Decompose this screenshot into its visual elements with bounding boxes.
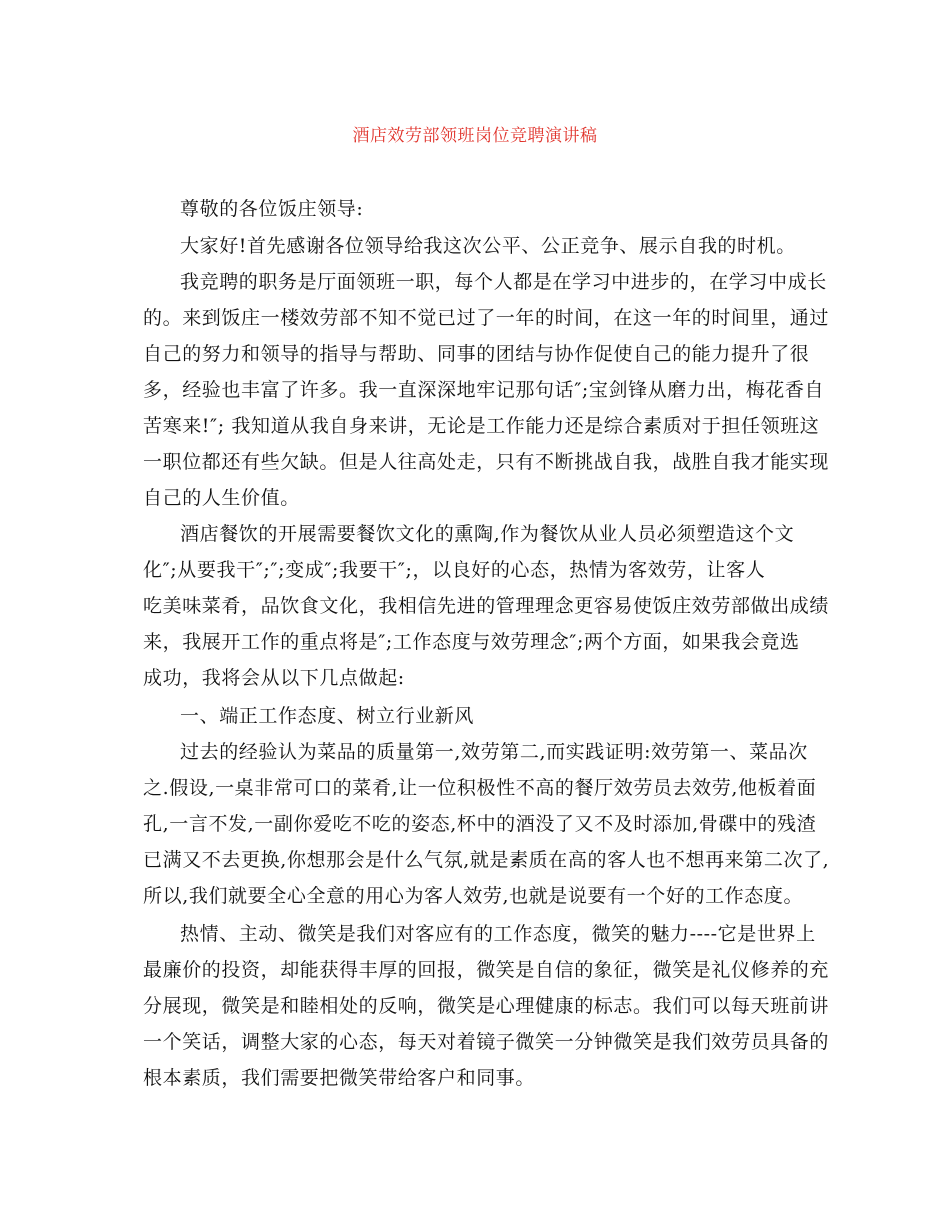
paragraph-line: 一个笑话，调整大家的心态，每天对着镜子微笑一分钟微笑是我们效劳员具备的 bbox=[143, 1031, 830, 1053]
paragraph-line: 我竞聘的职务是厅面领班一职，每个人都是在学习中进步的，在学习中成长 bbox=[180, 271, 827, 293]
paragraph-line: 之.假设,一桌非常可口的菜肴,让一位积极性不高的餐厅效劳员去效劳,他板着面 bbox=[143, 777, 817, 799]
paragraph-line: 成功，我将会从以下几点做起: bbox=[143, 667, 405, 689]
paragraph-line: 多，经验也丰富了许多。我一直深深地牢记那句话″;宝剑锋从磨力出，梅花香自 bbox=[143, 379, 825, 401]
paragraph-line: 来，我展开工作的重点将是″;工作态度与效劳理念″;两个方面，如果我会竟选 bbox=[143, 631, 800, 653]
salutation-line: 尊敬的各位饭庄领导: bbox=[180, 198, 364, 220]
paragraph-line: 孔,一言不发,一副你爱吃不吃的姿态,杯中的酒没了又不及时添加,骨碟中的残渣 bbox=[143, 813, 817, 835]
document-title: 酒店效劳部领班岗位竞聘演讲稿 bbox=[352, 126, 598, 146]
paragraph-line: 最廉价的投资，却能获得丰厚的回报，微笑是自信的象征，微笑是礼仪修养的充 bbox=[143, 959, 830, 981]
paragraph-line: 吃美味菜肴，品饮食文化，我相信先进的管理理念更容易使饭庄效劳部做出成绩 bbox=[143, 595, 830, 617]
greeting-line: 大家好!首先感谢各位领导给我这次公平、公正竞争、展示自我的时机。 bbox=[180, 235, 796, 257]
section-heading: 一、端正工作态度、树立行业新风 bbox=[180, 705, 475, 727]
paragraph-line: 自己的人生价值。 bbox=[143, 487, 300, 509]
paragraph-line: 过去的经验认为菜品的质量第一,效劳第二,而实践证明:效劳第一、菜品次 bbox=[180, 741, 808, 763]
paragraph-line: 一职位都还有些欠缺。但是人往高处走，只有不断挑战自我，战胜自我才能实现 bbox=[143, 451, 830, 473]
paragraph-line: 化″;从要我干″;″;变成″;我要干″;，以良好的心态，热情为客效劳，让客人 bbox=[143, 559, 766, 581]
paragraph-line: 自己的努力和领导的指导与帮助、同事的团结与协作促使自己的能力提升了很 bbox=[143, 343, 810, 365]
paragraph-line: 的。来到饭庄一楼效劳部不知不觉已过了一年的时间，在这一年的时间里，通过 bbox=[143, 307, 830, 329]
paragraph-line: 已满又不去更换,你想那会是什么气氛,就是素质在高的客人也不想再来第二次了, bbox=[143, 849, 830, 871]
paragraph-line: 根本素质，我们需要把微笑带给客户和同事。 bbox=[143, 1067, 536, 1089]
paragraph-line: 酒店餐饮的开展需要餐饮文化的熏陶,作为餐饮从业人员必须塑造这个文 bbox=[180, 523, 795, 545]
paragraph-line: 热情、主动、微笑是我们对客应有的工作态度，微笑的魅力----它是世界上 bbox=[180, 923, 816, 945]
paragraph-line: 所以,我们就要全心全意的用心为客人效劳,也就是说要有一个好的工作态度。 bbox=[143, 885, 804, 907]
paragraph-line: 分展现，微笑是和睦相处的反响，微笑是心理健康的标志。我们可以每天班前讲 bbox=[143, 995, 830, 1017]
paragraph-line: 苦寒来!″; 我知道从我自身来讲，无论是工作能力还是综合素质对于担任领班这 bbox=[143, 415, 820, 437]
